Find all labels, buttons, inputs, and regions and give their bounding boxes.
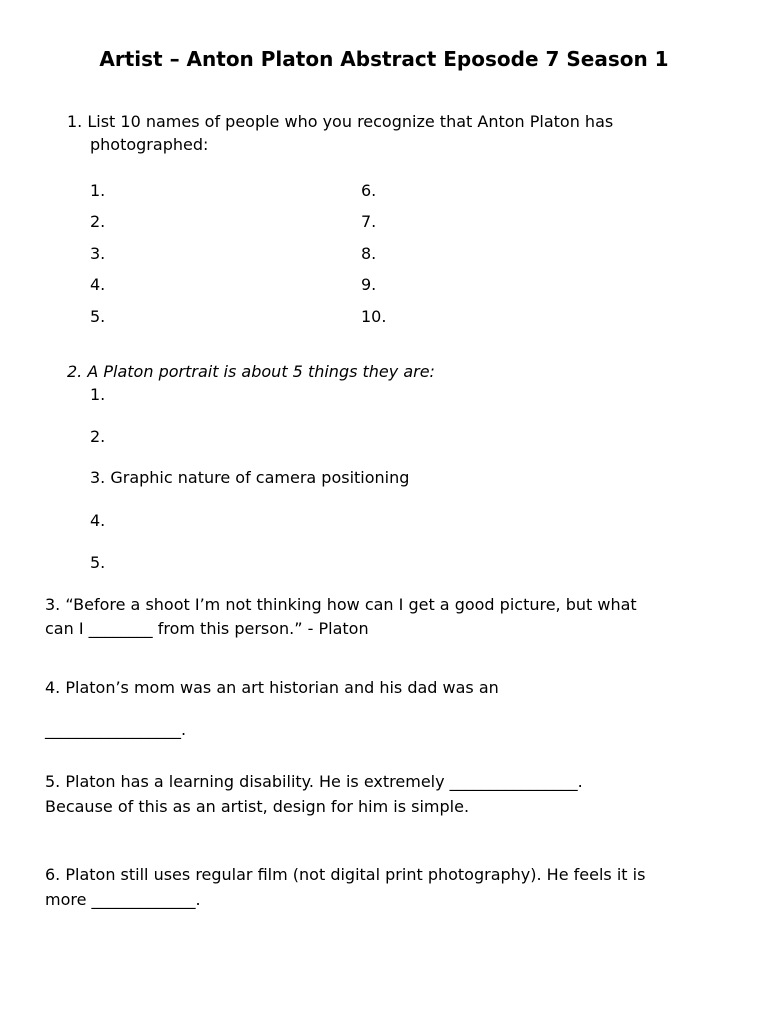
question-5-line1: 5. Platon has a learning disability. He is extremely ________________.	[45, 772, 583, 791]
question-1-line1: 1. List 10 names of people who you recognize that Anton Platon has	[67, 112, 614, 131]
page-title: Artist – Anton Platon Abstract Eposode 7 Season 1	[99, 47, 669, 71]
answer-number: 1.	[90, 181, 106, 200]
question-6-line2: more _____________.	[45, 890, 201, 909]
answer-item: 3. Graphic nature of camera positioning	[90, 468, 410, 487]
question-1-line2: photographed:	[90, 135, 209, 154]
answer-item: 2.	[90, 427, 106, 446]
question-5-line2: Because of this as an artist, design for him is simple.	[45, 797, 470, 816]
answer-number: 3.	[90, 244, 106, 263]
question-4-line2: _________________.	[45, 720, 187, 739]
answer-item: 4.	[90, 511, 106, 530]
question-6-line1: 6. Platon still uses regular film (not digital print photography). He feels it is	[45, 865, 646, 884]
answer-number: 9.	[361, 275, 377, 294]
answer-item: 1.	[90, 385, 106, 404]
answer-number: 5.	[90, 307, 106, 326]
answer-number: 6.	[361, 181, 377, 200]
question-3-line1: 3. “Before a shoot I’m not thinking how can I get a good picture, but what	[45, 595, 637, 614]
question-2-heading: 2. A Platon portrait is about 5 things they are:	[67, 362, 435, 381]
answer-number: 7.	[361, 212, 377, 231]
answer-item: 5.	[90, 553, 106, 572]
answer-number: 2.	[90, 212, 106, 231]
answer-number: 10.	[361, 307, 387, 326]
answer-number: 8.	[361, 244, 377, 263]
answer-number: 4.	[90, 275, 106, 294]
question-4-line1: 4. Platon’s mom was an art historian and his dad was an	[45, 678, 499, 697]
question-3-line2: can I ________ from this person.” - Platon	[45, 619, 369, 638]
